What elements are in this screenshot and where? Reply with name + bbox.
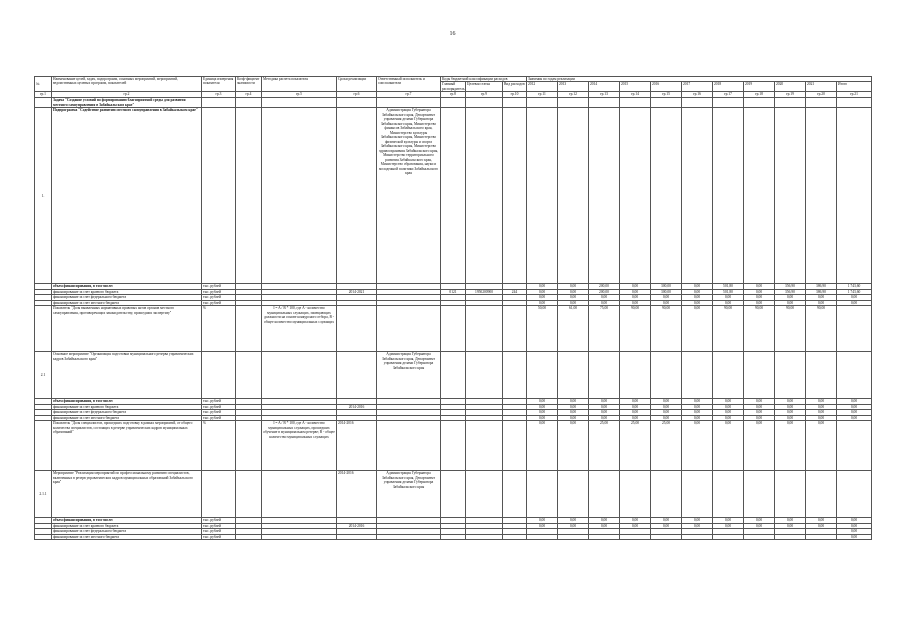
finance-value: 0,00 — [589, 415, 620, 420]
header-year: 2017 — [682, 82, 713, 92]
column-number: гр.13 — [589, 92, 620, 98]
ind2-v7: 0,00 — [744, 421, 775, 471]
ind1-v7: 90,00 — [744, 306, 775, 352]
finance-deadline: 2014-2016 — [337, 523, 377, 528]
finance-label: финансирование за счет федерального бюджета — [52, 410, 202, 415]
finance-value: 0,00 — [558, 300, 589, 305]
column-number: гр.7 — [377, 92, 441, 98]
finance-value: 0,00 — [589, 300, 620, 305]
program-table — [34, 76, 872, 540]
finance-value: 501,80 — [713, 284, 744, 289]
finance-value: 0,00 — [651, 410, 682, 415]
finance-value: 0,00 — [558, 518, 589, 523]
column-number: гр.11 — [527, 92, 558, 98]
column-number: гр.9 — [466, 92, 503, 98]
finance-value: 0,00 — [744, 404, 775, 409]
measure-2-1-1-responsible: Администрация Губернатора Забайкальского края, Департамент управления делами Губернатора Забайкальского края — [377, 471, 441, 518]
finance-value: 0,00 — [651, 518, 682, 523]
ind2-v5: 0,00 — [682, 421, 713, 471]
finance-value: 0,00 — [620, 289, 651, 294]
header-year: 2015 — [620, 82, 651, 92]
finance-unit: тыс. рублей — [202, 284, 236, 289]
finance-value: 0,00 — [775, 410, 806, 415]
finance-unit: тыс. рублей — [202, 534, 236, 539]
column-number: гр.10 — [503, 92, 527, 98]
header-cs: Целевая статья — [466, 82, 503, 92]
finance-unit: тыс. рублей — [202, 529, 236, 534]
finance-unit: тыс. рублей — [202, 399, 236, 404]
ind2-v2: 25,00 — [589, 421, 620, 471]
column-number: гр.3 — [202, 92, 236, 98]
finance-value: 0,00 — [713, 518, 744, 523]
empty-cell — [441, 534, 466, 539]
subprogram-name: Подпрограмма "Содействие развитию местного самоуправления в Забайкальском крае" — [52, 108, 202, 284]
finance-label: финансирование за счет федерального бюджета — [52, 295, 202, 300]
ind2-v6: 0,00 — [713, 421, 744, 471]
ind2-v3: 25,00 — [620, 421, 651, 471]
finance-value: 0,00 — [713, 300, 744, 305]
ind1-v9: 90,00 — [806, 306, 837, 352]
finance-value: 0,00 — [558, 415, 589, 420]
empty-cell — [236, 534, 262, 539]
finance-value: 0,00 — [558, 399, 589, 404]
subprogram-num: 1. — [35, 108, 52, 284]
finance-value: 0,00 — [775, 295, 806, 300]
empty-cell — [503, 534, 527, 539]
finance-value — [589, 534, 620, 539]
finance-value: 0,00 — [589, 518, 620, 523]
measure-2-1-row — [35, 352, 872, 399]
column-number: гр.17 — [713, 92, 744, 98]
ind2-v10 — [837, 421, 872, 471]
ind2-v9: 0,00 — [806, 421, 837, 471]
finance-value: 0,00 — [620, 518, 651, 523]
finance-value: 200,00 — [589, 289, 620, 294]
finance-value — [806, 534, 837, 539]
finance-value: 0,00 — [837, 529, 872, 534]
finance-unit: тыс. рублей — [202, 415, 236, 420]
indicator-2-unit: % — [202, 421, 236, 471]
header-year: 2016 — [651, 82, 682, 92]
finance-label: объем финансирования, в том числе: — [52, 399, 202, 404]
indicator-2-method: I = A / B * 100, где A - количество муниципальных служащих, прошедших обучение в муниципальном резерве; B - общее количество муниципальных служащих — [262, 421, 337, 471]
column-number: гр.1 — [35, 92, 52, 98]
finance-value: 0,00 — [558, 295, 589, 300]
measure-2-1-num: 2.1 — [35, 352, 52, 399]
finance-value: 0,00 — [806, 523, 837, 528]
column-number: гр.18 — [744, 92, 775, 98]
finance-value: 0,00 — [775, 399, 806, 404]
finance-value: 0,00 — [744, 523, 775, 528]
finance-value: 0,00 — [837, 404, 872, 409]
ind1-v6: 90,00 — [713, 306, 744, 352]
empty-cell — [377, 534, 441, 539]
finance-value: 0,00 — [620, 404, 651, 409]
finance-value: 0,00 — [527, 523, 558, 528]
finance-value: 0,00 — [527, 399, 558, 404]
finance-row — [35, 534, 872, 539]
finance-unit: тыс. рублей — [202, 518, 236, 523]
indicator-1-unit: % — [202, 306, 236, 352]
finance-value: 0,00 — [775, 518, 806, 523]
empty-cell — [262, 534, 337, 539]
finance-unit: тыс. рублей — [202, 300, 236, 305]
column-number: гр.5 — [262, 92, 337, 98]
finance-grbs: 0121 — [441, 289, 466, 294]
page-number: 16 — [449, 31, 456, 37]
finance-value: 0,00 — [682, 295, 713, 300]
finance-value: 0,00 — [775, 523, 806, 528]
finance-value: 0,00 — [527, 289, 558, 294]
finance-value: 0,00 — [744, 518, 775, 523]
finance-value: 0,00 — [775, 404, 806, 409]
finance-deadline: 2014-2016 — [337, 404, 377, 409]
column-number: гр.21 — [837, 92, 872, 98]
indicator-1-label: Показатель "Доля выявленных нормативных правовых актов органов местного самоуправления, противоречащих законодательству, прошедших экспертизу" — [52, 306, 202, 352]
finance-deadline — [337, 534, 377, 539]
finance-value: 0,00 — [527, 295, 558, 300]
column-number: гр.16 — [682, 92, 713, 98]
header-name: Наименование целей, задач, подпрограмм, основных мероприятий, мероприятий, ведомственных целевых программ, показателей — [52, 77, 202, 92]
finance-value: 0,00 — [651, 295, 682, 300]
measure-2-1-1-num: 2.1.1 — [35, 471, 52, 518]
finance-value: 0,00 — [651, 415, 682, 420]
column-number: гр.2 — [52, 92, 202, 98]
measure-2-1-finance — [35, 399, 872, 421]
finance-value: 0,00 — [558, 284, 589, 289]
indicator-1-row — [35, 306, 872, 352]
finance-label: финансирование за счет местного бюджета — [52, 415, 202, 420]
finance-value: 0,00 — [837, 523, 872, 528]
finance-label: финансирование за счет местного бюджета — [52, 300, 202, 305]
column-number: гр.15 — [651, 92, 682, 98]
column-number: гр.8 — [441, 92, 466, 98]
finance-value: 0,00 — [682, 289, 713, 294]
indicator-1-method: I = A / B * 100, где A - количество муниципальных служащих, замещающих должности на основе конкурсного отбора, B - общее количество муниципальных служащих — [262, 306, 337, 352]
ind1-v0: 50,00 — [527, 306, 558, 352]
finance-deadline: 2014-2021 — [337, 289, 377, 294]
header-year: 2021 — [806, 82, 837, 92]
finance-value: 0,00 — [558, 410, 589, 415]
header-coef: Коэф-фициент значимости — [236, 77, 262, 92]
finance-value: 0,00 — [651, 404, 682, 409]
finance-value: 0,00 — [527, 404, 558, 409]
header-year: 2019 — [744, 82, 775, 92]
finance-label: финансирование за счет краевого бюджета — [52, 523, 202, 528]
ind1-v5: 0,00 — [682, 306, 713, 352]
finance-value: 0,00 — [775, 415, 806, 420]
ind1-v8: 90,00 — [775, 306, 806, 352]
finance-value: 0,00 — [651, 399, 682, 404]
finance-value — [744, 534, 775, 539]
finance-value — [527, 534, 558, 539]
finance-value: 0,00 — [837, 399, 872, 404]
finance-value: 0,00 — [589, 410, 620, 415]
finance-value: 0,00 — [837, 415, 872, 420]
finance-unit: тыс. рублей — [202, 295, 236, 300]
finance-value: 386,90 — [806, 284, 837, 289]
finance-value: 0,00 — [775, 300, 806, 305]
finance-value: 0,00 — [682, 415, 713, 420]
finance-label: объем финансирования, в том числе: — [52, 284, 202, 289]
header-unit: Единица измерения показателя — [202, 77, 236, 92]
finance-value: 0,00 — [589, 295, 620, 300]
finance-value — [682, 534, 713, 539]
finance-value: 0,00 — [806, 410, 837, 415]
finance-unit: тыс. рублей — [202, 289, 236, 294]
header-deadline: Сроки реализации — [337, 77, 377, 92]
ind1-v4: 90,00 — [651, 306, 682, 352]
header-responsible: Ответственный исполнитель и соисполнители — [377, 77, 441, 92]
finance-value: 300,00 — [651, 289, 682, 294]
finance-value: 0,00 — [682, 300, 713, 305]
finance-unit: тыс. рублей — [202, 404, 236, 409]
header-year: Итого — [837, 82, 872, 92]
finance-value: 0,00 — [558, 404, 589, 409]
finance-label: финансирование за счет краевого бюджета — [52, 289, 202, 294]
finance-value: 386,90 — [806, 289, 837, 294]
finance-value: 0,00 — [620, 295, 651, 300]
indicator-2-row — [35, 421, 872, 471]
ind1-v2: 75,00 — [589, 306, 620, 352]
finance-value: 0,00 — [713, 415, 744, 420]
finance-value: 0,00 — [806, 404, 837, 409]
finance-value: 0,00 — [744, 300, 775, 305]
measure-2-1-name: Основное мероприятие "Организация подготовки муниципального резерва управленческих кадров Забайкальского края" — [52, 352, 202, 399]
header-year: 2012 — [527, 82, 558, 92]
ind1-v10 — [837, 306, 872, 352]
finance-value: 0,00 — [589, 523, 620, 528]
finance-value: 0,00 — [744, 284, 775, 289]
finance-value: 300,00 — [651, 284, 682, 289]
finance-value: 0,00 — [713, 404, 744, 409]
finance-value — [558, 534, 589, 539]
finance-value: 0,00 — [558, 289, 589, 294]
finance-label: объем финансирования, в том числе: — [52, 518, 202, 523]
finance-value: 0,00 — [806, 300, 837, 305]
finance-value: 0,00 — [682, 518, 713, 523]
finance-value: 356,90 — [775, 289, 806, 294]
header-num: № — [35, 77, 52, 92]
measure-2-1-1-name: Мероприятие "Реализация мероприятий по профессиональному развитию специалистов, включенных в резерв управленческих кадров муниципальных образований Забайкальского края" — [52, 471, 202, 518]
finance-value: 0,00 — [713, 295, 744, 300]
finance-value: 0,00 — [806, 518, 837, 523]
finance-value: 0,00 — [589, 399, 620, 404]
subprogram-row — [35, 108, 872, 284]
header-year: 2020 — [775, 82, 806, 92]
column-number: гр.4 — [236, 92, 262, 98]
measure-2-1-responsible: Администрация Губернатора Забайкальского края, Департамент управления делами Губернатора Забайкальского края — [377, 352, 441, 399]
finance-value: 0,00 — [651, 523, 682, 528]
finance-value: 1 743,60 — [837, 289, 872, 294]
header-year: 2014 — [589, 82, 620, 92]
finance-value: 0,00 — [837, 410, 872, 415]
finance-value — [651, 534, 682, 539]
finance-value: 0,00 — [651, 300, 682, 305]
subprogram-responsible: Администрация Губернатора Забайкальского края, Департамент управления делами Губернатора Забайкальского края, Министерство финансов Забайкальского края, Министерство культуры Забайкальского края, Министерство физической культуры и спорта Забайкальского края, Министерство здравоохранения Забайкальского края, Министерство территориального развития Забайкальского края, Министерство образования, науки и молодежной политики Забайкальского края — [377, 108, 441, 284]
finance-value: 0,00 — [620, 284, 651, 289]
column-number: гр.6 — [337, 92, 377, 98]
finance-num-cell — [35, 534, 52, 539]
finance-value: 0,00 — [620, 523, 651, 528]
finance-value: 0,00 — [620, 300, 651, 305]
finance-value: 0,00 — [837, 534, 872, 539]
finance-value: 0,00 — [558, 523, 589, 528]
finance-value: 0,00 — [806, 399, 837, 404]
ind2-v1: 0,00 — [558, 421, 589, 471]
column-number: гр.12 — [558, 92, 589, 98]
finance-value: 0,00 — [713, 410, 744, 415]
header-vr: Вид расходов — [503, 82, 527, 92]
finance-value: 0,00 — [682, 404, 713, 409]
finance-label: финансирование за счет федерального бюджета — [52, 529, 202, 534]
column-number: гр.19 — [775, 92, 806, 98]
header-year: 2018 — [713, 82, 744, 92]
finance-vr: 244 — [503, 289, 527, 294]
column-number: гр.14 — [620, 92, 651, 98]
finance-value: 0,00 — [620, 399, 651, 404]
finance-value: 0,00 — [527, 518, 558, 523]
header-year: 2013 — [558, 82, 589, 92]
finance-value: 0,00 — [806, 415, 837, 420]
column-number: гр.20 — [806, 92, 837, 98]
finance-value: 0,00 — [682, 410, 713, 415]
finance-value: 0,00 — [744, 415, 775, 420]
measure-2-1-1-finance — [35, 518, 872, 540]
finance-value: 0,00 — [744, 289, 775, 294]
finance-value: 0,00 — [682, 523, 713, 528]
header-values: Значения по годам реализации — [527, 77, 872, 82]
header-method: Методика расчета показателя — [262, 77, 337, 92]
header-grbs: Главный распорядитель — [442, 82, 465, 91]
finance-value: 0,00 — [527, 410, 558, 415]
ind1-v3: 90,00 — [620, 306, 651, 352]
finance-value: 0,00 — [744, 410, 775, 415]
finance-value: 0,00 — [837, 295, 872, 300]
finance-value — [620, 534, 651, 539]
finance-label: финансирование за счет краевого бюджета — [52, 404, 202, 409]
indicator-2-deadline: 2014-2016 — [337, 421, 377, 471]
finance-value: 200,00 — [589, 284, 620, 289]
ind2-v8: 0,00 — [775, 421, 806, 471]
finance-value: 0,00 — [682, 284, 713, 289]
task-title: Задача "Создание условий по формированию благоприятной среды для развития местного самоуправления в Забайкальском крае" — [52, 98, 202, 108]
finance-value: 0,00 — [527, 415, 558, 420]
ind1-v1: 61,00 — [558, 306, 589, 352]
finance-value: 0,00 — [620, 410, 651, 415]
finance-value: 0,00 — [589, 404, 620, 409]
finance-value: 0,00 — [744, 295, 775, 300]
finance-value: 0,00 — [837, 518, 872, 523]
finance-value: 1 743,60 — [837, 284, 872, 289]
ind2-v4: 25,00 — [651, 421, 682, 471]
finance-value: 0,00 — [527, 284, 558, 289]
measure-2-1-1-deadline: 2014-2016 — [337, 471, 377, 518]
header-kbk: Коды бюджетной классификации расходов — [441, 77, 527, 82]
subprogram-finance — [35, 284, 872, 306]
finance-value: 0,00 — [713, 399, 744, 404]
finance-cs: 1950200900 — [466, 289, 503, 294]
finance-value — [775, 534, 806, 539]
task-row — [35, 98, 872, 108]
finance-value: 0,00 — [837, 300, 872, 305]
finance-value: 0,00 — [682, 399, 713, 404]
finance-value: 501,80 — [713, 289, 744, 294]
finance-value: 0,00 — [744, 399, 775, 404]
indicator-2-label: Показатель "Доля специалистов, прошедших подготовку в рамках мероприятий, от общего количества специалистов, состоящих в резерве управленческих кадров муниципальных образований" — [52, 421, 202, 471]
finance-value: 0,00 — [713, 523, 744, 528]
finance-value: 0,00 — [620, 415, 651, 420]
finance-unit: тыс. рублей — [202, 523, 236, 528]
finance-label: финансирование за счет местного бюджета — [52, 534, 202, 539]
measure-2-1-1-row — [35, 471, 872, 518]
finance-value: 0,00 — [806, 295, 837, 300]
ind2-v0: 0,00 — [527, 421, 558, 471]
finance-value: 0,00 — [527, 300, 558, 305]
finance-unit: тыс. рублей — [202, 410, 236, 415]
finance-value: 356,90 — [775, 284, 806, 289]
empty-cell — [466, 534, 503, 539]
finance-value — [713, 534, 744, 539]
